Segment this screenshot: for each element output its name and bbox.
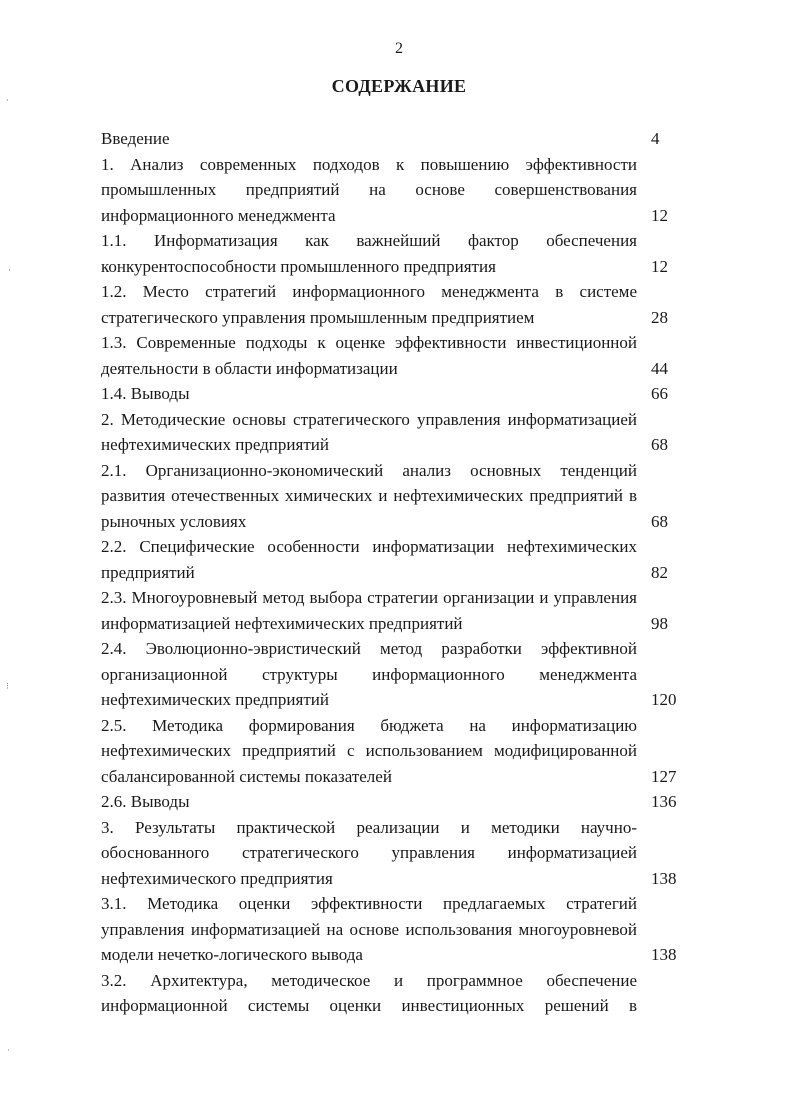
toc-entry-text: 1.4. Выводы [101,384,190,403]
toc-entry-text: 2.5. Методика формирования бюджета на информатизацию нефтехимических предприятий с использованием модифицированной сбалансированной системы показателей [101,715,637,786]
toc-entry-text: 2.4. Эволюционно-эвристический метод разработки эффективной организационной структуры информационного менеджмента нефтехимических предприятий [101,639,637,709]
scan-artifact: · [7,1046,10,1056]
toc-entry-section-3-1 [101,891,681,968]
toc-entry-page: 138 [651,868,677,888]
toc-entry-section-1-1 [101,228,681,279]
toc-entry-text: 3.2. Архитектура, методическое и программное обеспечение информационной системы оценки инвестиционных решений в [101,970,637,1015]
table-of-contents [101,126,681,1019]
scan-artifact: · [8,266,11,276]
toc-entry-section-2-3 [101,585,681,636]
toc-entry-page: 68 [651,511,668,531]
toc-entry-text: 3.1. Методика оценки эффективности предлагаемых стратегий управления информатизацией на основе использования многоуровневой модели нечетко-логического вывода [101,894,637,964]
toc-entry-page: 28 [651,307,668,327]
toc-entry-section-2-6 [101,789,681,815]
toc-entry-chapter-2 [101,407,681,458]
toc-entry-section-1-3 [101,330,681,381]
toc-entry-text: 1.3. Современные подходы к оценке эффективности инвестиционной деятельности в области информатизации [101,333,637,378]
page-title: СОДЕРЖАНИЕ [331,76,467,96]
toc-entry-page: 120 [651,690,677,709]
toc-entry-page: 66 [651,384,668,403]
toc-entry-page: 12 [651,256,668,276]
toc-entry-section-1-2 [101,279,681,330]
toc-entry-chapter-1 [101,152,681,229]
toc-entry-text: Введение [101,129,170,148]
toc-entry-text: 2.6. Выводы [101,792,190,811]
toc-entry-text: 2.3. Многоуровневый метод выбора стратегии организации и управления информатизацией нефтехимических предприятий [101,588,637,633]
toc-entry-page: 82 [651,562,668,582]
scan-artifact: · [6,96,9,106]
toc-entry-text: 3. Результаты практической реализации и методики научно-обоснованного стратегического управления информатизацией нефтехимического предприятия [101,817,637,888]
toc-entry-text: 2.1. Организационно-экономический анализ основных тенденций развития отечественных химических и нефтехимических предприятий в рыночных условиях [101,460,637,531]
toc-entry-section-3-2 [101,968,681,1019]
toc-entry-text: 1.1. Информатизация как важнейший фактор обеспечения конкурентоспособности промышленного предприятия [101,231,637,276]
toc-entry-section-2-1 [101,458,681,535]
toc-entry-section-1-4 [101,381,681,407]
toc-entry-text: 1. Анализ современных подходов к повышению эффективности промышленных предприятий на основе совершенствования информационного менеджмента [101,154,637,225]
toc-entry-introduction [101,126,681,152]
toc-entry-page: 4 [651,129,660,148]
toc-entry-text: 1.2. Место стратегий информационного менеджмента в системе стратегического управления промышленным предприятием [101,282,637,327]
toc-entry-page: 68 [651,435,668,454]
page-number: 2 [395,40,403,57]
toc-entry-page: 127 [651,766,677,786]
toc-entry-text: 2. Методические основы стратегического управления информатизацией нефтехимических предприятий [101,409,637,454]
toc-entry-section-2-4 [101,636,681,713]
toc-entry-text: 2.2. Специфические особенности информатизации нефтехимических предприятий [101,537,637,582]
toc-entry-page: 136 [651,792,677,811]
toc-entry-page: 44 [651,358,668,378]
toc-entry-page: 98 [651,613,668,633]
toc-entry-page: 12 [651,205,668,225]
toc-entry-page: 138 [651,945,677,964]
scan-artifact: ⁝ [6,682,9,692]
toc-entry-section-2-2 [101,534,681,585]
toc-entry-chapter-3 [101,815,681,892]
toc-entry-section-2-5 [101,713,681,790]
